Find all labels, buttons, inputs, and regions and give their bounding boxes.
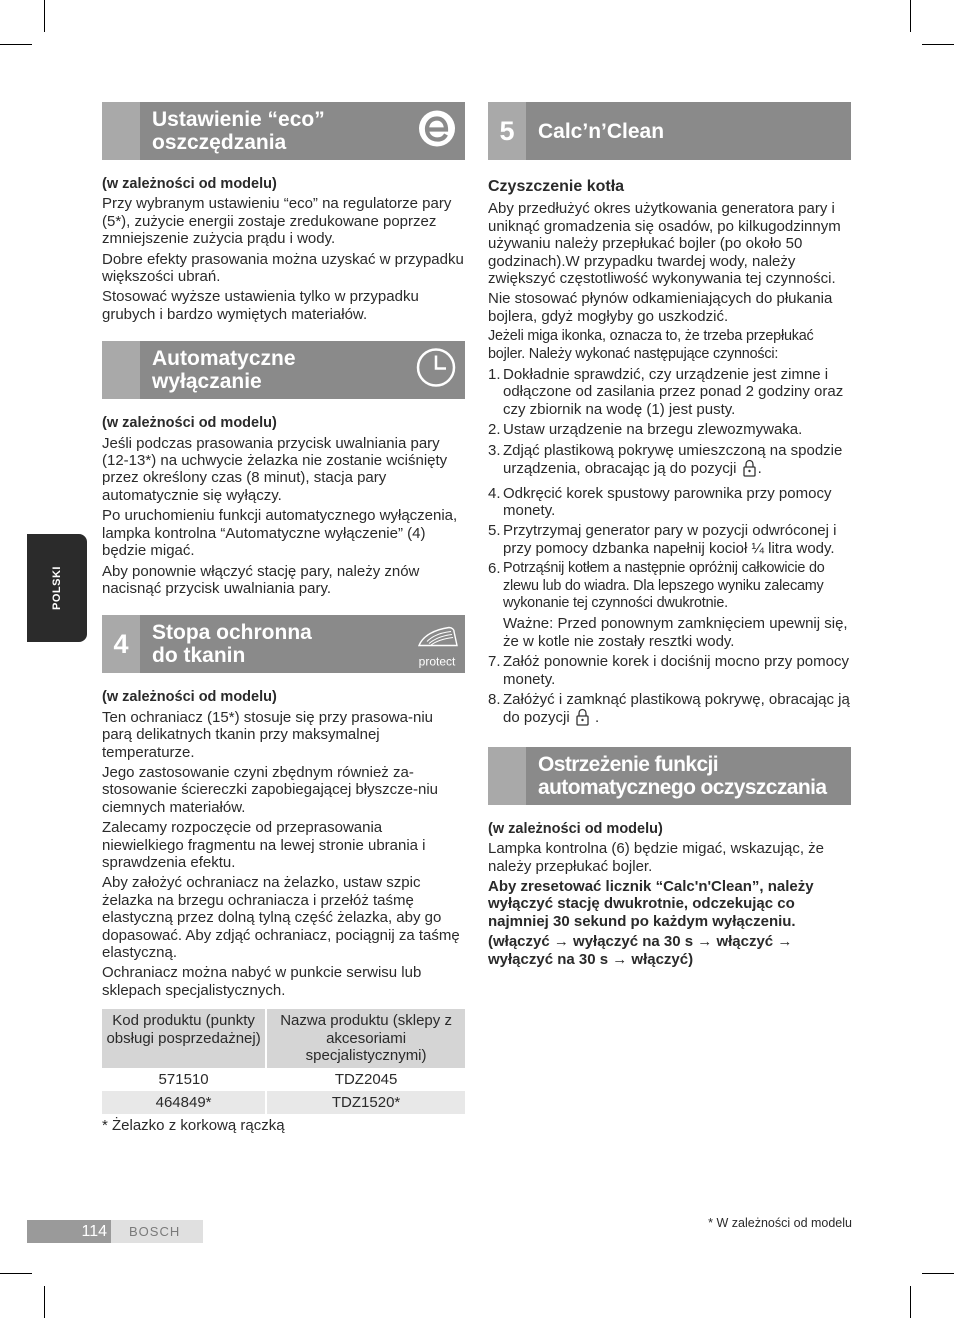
step-text-main: Zdjąć plastikową pokrywę umieszczoną na spodzie urządzenia, obracając ją do pozycji <box>503 441 843 478</box>
step-number: 1. <box>488 366 501 384</box>
page-number: 114 <box>27 1220 111 1243</box>
language-tab-label: POLSKI <box>51 566 63 610</box>
auto-off-paragraph: Jeśli podczas prasowania przycisk uwalniania pary (12-13*) na uchwycie żelazka nie zostanie wciśnięty przez określony czas (8 minut), stacja pary automatycznie się wyłączy. <box>102 434 448 504</box>
list-item <box>488 442 851 482</box>
step-number <box>488 615 503 650</box>
auto-off-paragraph: Po uruchomieniu funkcji automatycznego wyłączenia, lampka kontrolna “Automatyczne wyłączenie” (4) będzie migać. <box>102 507 458 560</box>
table-cell: TDZ1520* <box>266 1091 465 1114</box>
crop-mark <box>44 1286 45 1318</box>
warning-paragraph: Lampka kontrolna (6) będzie migać, wskazując, że należy przepłukać bojler. <box>488 840 824 875</box>
crop-mark <box>910 1286 911 1318</box>
eco-paragraph: Stosować wyższe ustawienia tylko w przypadku grubych i bardzo wymiętych materiałów. <box>102 288 419 323</box>
step-text-end: . <box>595 709 600 727</box>
protect-icon-label: protect <box>418 654 456 669</box>
step-number: 7. <box>488 653 501 671</box>
reset-sequence: (włączyć → wyłączyć na 30 s → włączyć → wyłączyć na 30 s → włączyć) <box>488 933 793 968</box>
list-item <box>488 522 851 557</box>
iron-protect-icon <box>413 620 461 669</box>
eco-e-icon <box>417 109 457 154</box>
table-header: Nazwa produktu (sklepy z akcesoriami specjalistycznymi) <box>266 1009 465 1068</box>
protect-section-title: Stopa ochronna do tkanin <box>152 621 312 668</box>
list-item <box>488 691 851 731</box>
model-note: (w zależności od modelu) <box>102 689 277 706</box>
table-cell: 571510 <box>158 1071 209 1089</box>
protect-paragraph: Ochraniacz można nabyć w punkcie serwisu lub sklepach specjalistycznych. <box>102 964 422 999</box>
calc-clean-section-banner <box>488 102 851 160</box>
calc-clean-paragraph: Aby przedłużyć okres użytkowania generatora pary i uniknąć gromadzenia się osadów, po kilkugodzinnym używaniu należy przepłukać bojler (po około 50 godzinach).W przypadku twardej wody, należy zwiększyć częstotliwość wykonywania tej czynności. <box>488 200 841 288</box>
protect-paragraph: Jego zastosowanie czyni zbędnym również za-stosowanie ściereczki zapobiegającej błyszcze-niu ciemnych materiałów. <box>102 763 438 816</box>
step-number: 4. <box>488 484 501 502</box>
step-text: Odkręcić korek spustowy parownika przy pomocy monety. <box>503 484 832 519</box>
step-text: Przytrzymaj generator pary w pozycji odwróconej i przy pomocy dzbanka napełnij kocioł ¼ litra wody. <box>503 522 837 557</box>
calc-clean-section-title: Calc’n’Clean <box>538 119 665 143</box>
step-text: Potrząśnij kotłem a następnie opróżnij całkowicie do zlewu lub do wiadra. Dla lepszego wyniku zalecamy wykonanie tej czynności dwukrotnie. <box>503 560 825 611</box>
language-tab <box>27 534 87 642</box>
eco-paragraph: Przy wybranym ustawieniu “eco” na regulatorze pary (5*), zużycie energii zostaje zredukowane poprzez zmniejszenie zużycia prądu i wody. <box>102 195 452 248</box>
right-column <box>488 102 851 971</box>
calc-clean-paragraph: Jeżeli miga ikonka, oznacza to, że trzeba przepłukać bojler. Należy wykonać następujące czynności: <box>488 328 814 362</box>
list-item <box>488 421 851 438</box>
model-note: (w zależności od modelu) <box>102 415 277 432</box>
step-number: 5. <box>488 522 501 540</box>
step-text: Dokładnie sprawdzić, czy urządzenie jest zimne i odłączone od zasilania przez ponad 2 godziny oraz czy zbiornik na wodę (1) jest pusty. <box>503 366 844 418</box>
step-text-end: . <box>757 460 762 478</box>
list-item <box>488 485 851 520</box>
boiler-cleaning-heading: Czyszczenie kotła <box>488 178 625 195</box>
brand-label: BOSCH <box>111 1220 203 1243</box>
model-note: (w zależności od modelu) <box>488 820 663 837</box>
protect-section-banner <box>102 615 465 673</box>
eco-section-title: Ustawienie “eco” oszczędzania <box>152 108 325 154</box>
auto-off-section-title: Automatyczne wyłączanie <box>152 347 296 394</box>
page-footer <box>27 1220 203 1243</box>
step-text: Załóż ponownie korek i dociśnij mocno przy pomocy monety. <box>503 653 849 688</box>
table-footnote: * Żelazko z korkową rączką <box>102 1117 285 1135</box>
step-text <box>503 691 851 731</box>
banner-tab <box>488 747 526 805</box>
step-text: Ustaw urządzenie na brzegu zlewozmywaka. <box>503 421 803 439</box>
auto-off-paragraph: Aby ponownie włączyć stację pary, należy znów nacisnąć przycisk uwalniania pary. <box>102 562 420 597</box>
auto-off-section-banner <box>102 341 465 399</box>
table-row <box>102 1091 465 1114</box>
table-header-row <box>102 1009 465 1068</box>
step-number: 2. <box>488 421 501 439</box>
padlock-icon <box>576 708 589 730</box>
reset-instruction: Aby zresetować licznik “Calc'n'Clean”, należy wyłączyć stację dwukrotnie, odczekując co najmniej 30 sekund po każdym wyłączeniu. <box>488 878 814 930</box>
step-number: 3. <box>488 441 501 459</box>
banner-tab <box>102 341 140 399</box>
padlock-icon <box>743 459 756 481</box>
table-header: Kod produktu (punkty obsługi posprzedażnej) <box>102 1009 266 1068</box>
step-important-note: Ważne: Przed ponownym zamknięciem upewnij się, że w kotle nie zostały resztki wody. <box>503 615 848 650</box>
list-item <box>488 366 851 418</box>
eco-section-banner <box>102 102 465 160</box>
step-text-main: Załóżyć i zamknąć plastikową pokrywę, obracając ją do pozycji <box>503 690 850 727</box>
protect-paragraph: Ten ochraniacz (15*) stosuje się przy prasowa-niu parą delikatnych tkanin przy maksymalnej temperaturze. <box>102 708 433 761</box>
cleaning-steps-list <box>488 366 851 731</box>
crop-mark <box>922 1273 954 1274</box>
list-item <box>488 615 851 650</box>
left-column <box>102 102 465 1135</box>
crop-mark <box>0 1273 32 1274</box>
table-row <box>102 1068 465 1091</box>
protect-paragraph: Aby założyć ochraniacz na żelazko, ustaw szpic żelazka na brzegu ochraniacza i przełóż taśmę elastyczną przez dolną tylną część żelazka, aby go dopasować. Aby zdjąć ochraniacz, pociągnij za taśmę elastyczną. <box>102 874 460 961</box>
product-table <box>102 1009 465 1114</box>
table-cell: 464849* <box>102 1091 266 1114</box>
table-cell: TDZ2045 <box>266 1068 465 1091</box>
banner-tab <box>102 102 140 160</box>
crop-mark <box>910 0 911 32</box>
step-number: 8. <box>488 690 501 708</box>
clock-icon <box>415 347 457 394</box>
step-text <box>503 442 851 482</box>
list-item <box>488 653 851 688</box>
section-number: 4 <box>102 615 140 673</box>
footer-note: * W zależności od modelu <box>708 1216 852 1230</box>
calc-clean-paragraph: Nie stosować płynów odkamieniających do płukania bojlera, gdyż mogłyby go uszkodzić. <box>488 290 833 325</box>
eco-paragraph: Dobre efekty prasowania można uzyskać w przypadku większości ubrań. <box>102 250 464 286</box>
section-number: 5 <box>488 102 526 160</box>
model-note: (w zależności od modelu) <box>102 176 277 192</box>
step-number: 6. <box>488 560 501 578</box>
auto-clean-warning-title: Ostrzeżenie funkcji automatycznego oczyszczania <box>538 752 827 799</box>
auto-clean-warning-banner <box>488 747 851 805</box>
crop-mark <box>44 0 45 32</box>
crop-mark <box>0 44 32 45</box>
protect-paragraph: Zalecamy rozpoczęcie od przeprasowania niewielkiego fragmentu na lewej stronie ubrania i sprawdzenia efektu. <box>102 819 426 871</box>
list-item <box>488 560 851 612</box>
crop-mark <box>922 44 954 45</box>
